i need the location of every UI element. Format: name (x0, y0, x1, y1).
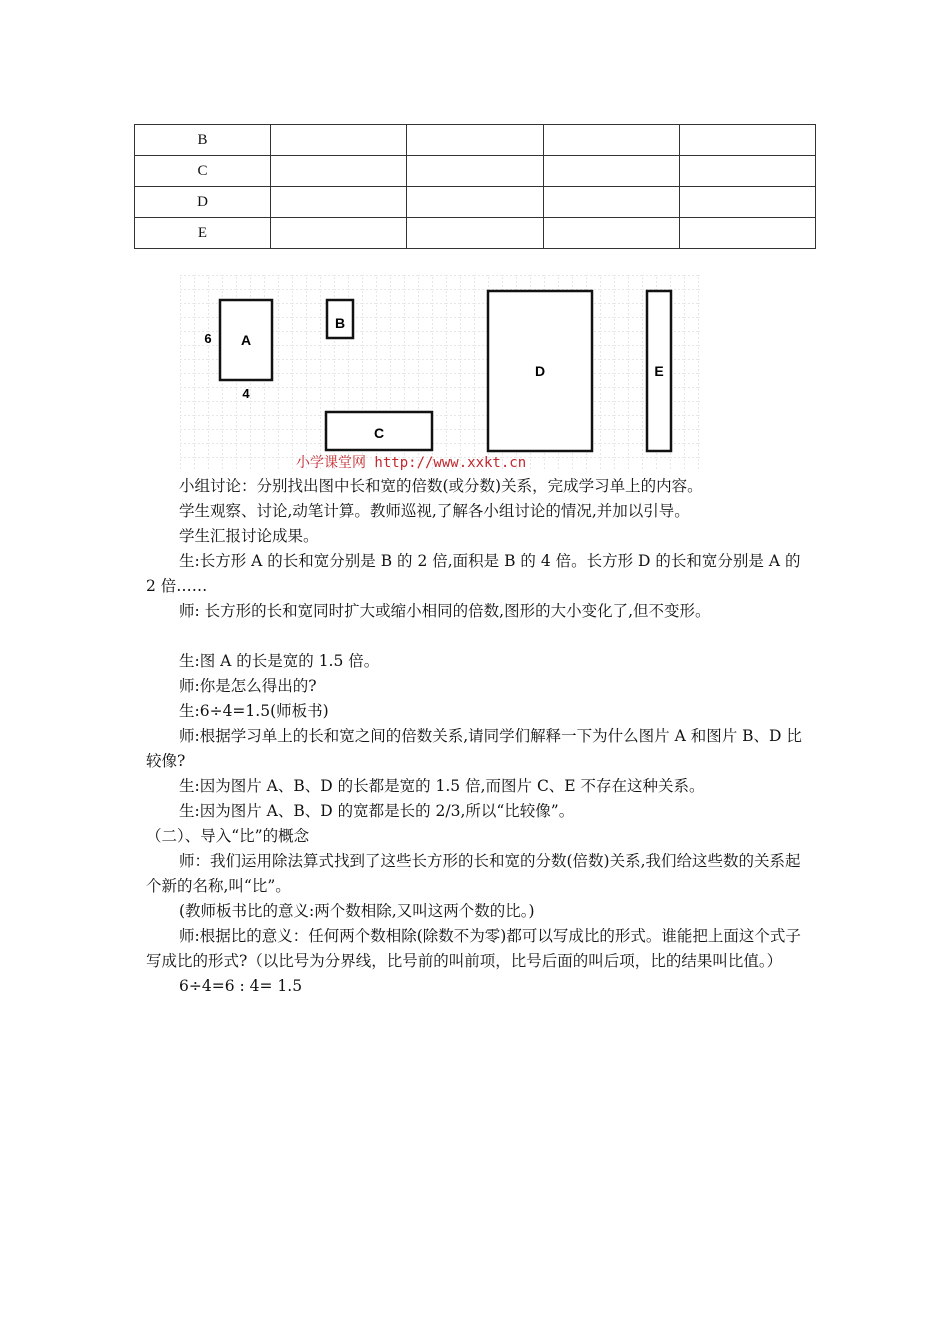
table-cell (407, 125, 543, 156)
table-cell (407, 218, 543, 249)
table-cell (679, 218, 815, 249)
table-row (135, 187, 816, 218)
table-row (135, 156, 816, 187)
table-cell (271, 187, 407, 218)
lesson-text (146, 474, 811, 999)
rect-e-label: E (654, 363, 664, 379)
table-row (135, 125, 816, 156)
row-label: B (135, 125, 271, 156)
table-cell (271, 156, 407, 187)
watermark-url: 小学课堂网 http://www.xxkt.cn (296, 455, 527, 471)
table-cell (679, 125, 815, 156)
ratio-table (134, 124, 816, 249)
table-cell (271, 125, 407, 156)
paragraph: 师:根据学习单上的长和宽之间的倍数关系,请同学们解释一下为什么图片 A 和图片 B、D 比较像? (146, 727, 802, 770)
dimension-width: 4 (242, 386, 250, 401)
section-heading: （二）、导入“比”的概念 (146, 827, 310, 845)
table-cell (679, 187, 815, 218)
paragraph: 生:因为图片 A、B、D 的宽都是长的 2/3,所以“比较像”。 (179, 802, 575, 820)
paragraph: 生:长方形 A 的长和宽分别是 B 的 2 倍,面积是 B 的 4 倍。长方形 D 的长和宽分别是 A 的 2 倍…… (146, 552, 801, 595)
table-row (135, 218, 816, 249)
rect-a-label: A (240, 332, 252, 348)
paragraph: 师：我们运用除法算式找到了这些长方形的长和宽的分数(倍数)关系,我们给这些数的关系起个新的名称,叫“比”。 (146, 852, 801, 895)
row-label: D (135, 187, 271, 218)
dimension-height: 6 (204, 331, 212, 346)
rect-c-label: C (373, 425, 385, 441)
paragraph: (教师板书比的意义:两个数相除,又叫这两个数的比。) (179, 902, 535, 920)
paragraph: 生:图 A 的长是宽的 1.5 倍。 (179, 652, 380, 670)
paragraph: 师: 长方形的长和宽同时扩大或缩小相同的倍数,图形的大小变化了,但不变形。 (179, 602, 711, 620)
table-cell (679, 156, 815, 187)
table-cell (543, 187, 679, 218)
paragraph: 师:根据比的意义：任何两个数相除(除数不为零)都可以写成比的形式。谁能把上面这个式子写成比的形式?（以比号为分界线，比号前的叫前项，比号后面的叫后项，比的结果叫比值。） (146, 927, 801, 970)
table-cell (543, 125, 679, 156)
table-cell (543, 156, 679, 187)
table-cell (271, 218, 407, 249)
row-label: C (135, 156, 271, 187)
table-cell (407, 187, 543, 218)
paragraph: 师:你是怎么得出的? (179, 677, 317, 695)
paragraph: 小组讨论：分别找出图中长和宽的倍数(或分数)关系，完成学习单上的内容。 (179, 477, 703, 495)
paragraph: 学生观察、讨论,动笔计算。教师巡视,了解各小组讨论的情况,并加以引导。 (179, 502, 690, 520)
row-label: E (135, 218, 271, 249)
table-cell (407, 156, 543, 187)
paragraph: 生:6÷4=1.5(师板书) (179, 702, 329, 720)
rectangles-figure (180, 275, 700, 470)
paragraph: 6÷4=6 : 4= 1.5 (179, 977, 303, 995)
paragraph: 学生汇报讨论成果。 (179, 527, 319, 545)
rect-d-label: D (534, 363, 546, 379)
paragraph: 生:因为图片 A、B、D 的长都是宽的 1.5 倍,而图片 C、E 不存在这种关系。 (179, 777, 705, 795)
rect-b-label: B (334, 315, 346, 331)
table-cell (543, 218, 679, 249)
